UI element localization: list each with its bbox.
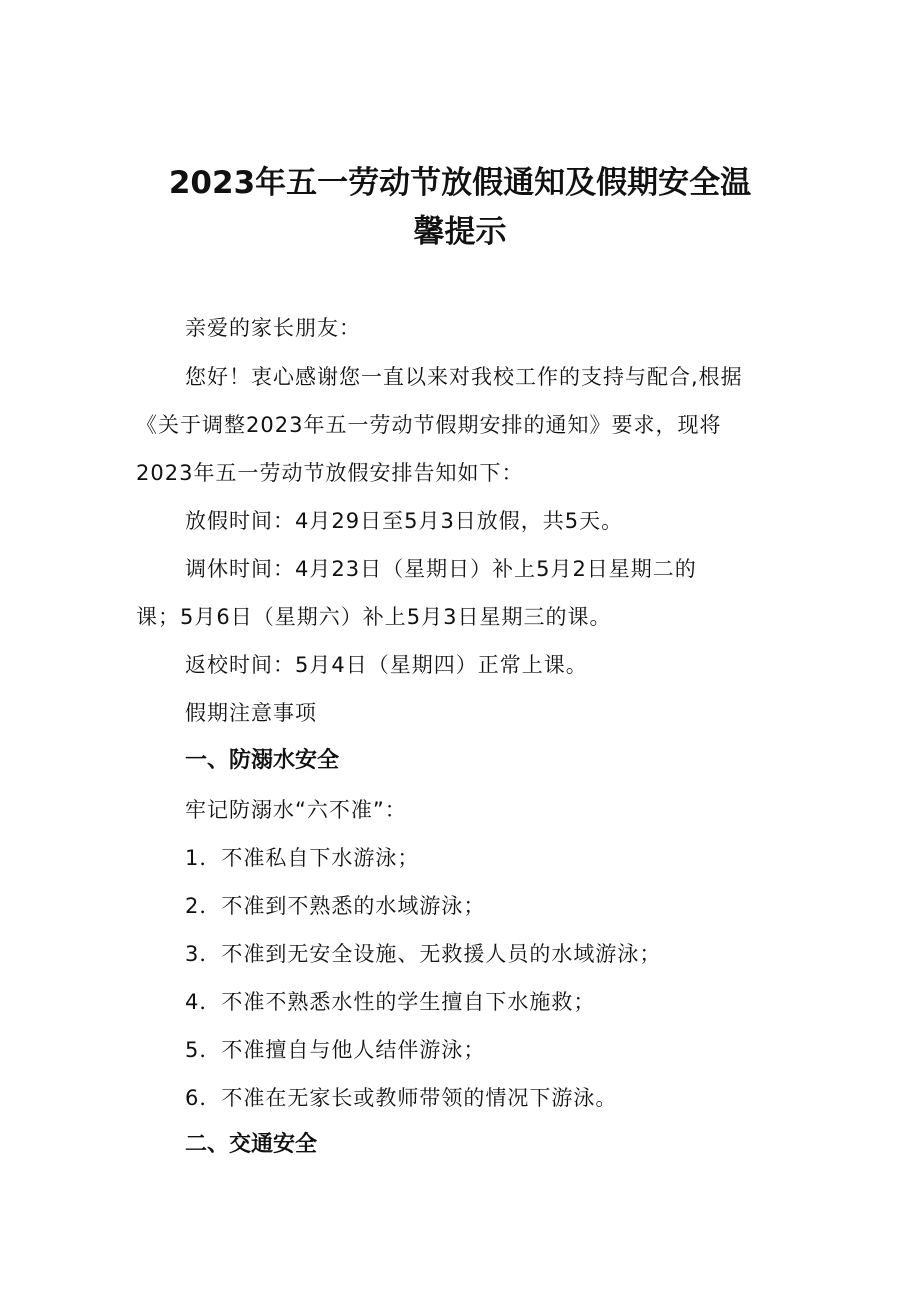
makeup-time-line-2: 课；5月6日（星期六）补上5月3日星期三的课。 <box>136 605 612 629</box>
makeup-time-line-1: 调休时间：4月23日（星期日）补上5月2日星期二的 <box>185 557 697 581</box>
intro-paragraph-line-1: 您好！衷心感谢您一直以来对我校工作的支持与配合,根据 <box>185 365 743 389</box>
list-item: 2．不准到不熟悉的水域游泳； <box>185 894 486 918</box>
holiday-time: 放假时间：4月29日至5月3日放假，共5天。 <box>185 509 624 533</box>
intro-paragraph-line-3: 2023年五一劳动节放假安排告知如下： <box>136 461 524 485</box>
list-item: 6．不准在无家长或教师带领的情况下游泳。 <box>185 1086 618 1110</box>
section-1-heading: 一、防溺水安全 <box>185 748 340 773</box>
list-item: 1．不准私自下水游泳； <box>185 846 420 870</box>
document-title-line-1: 2023年五一劳动节放假通知及假期安全温 <box>168 165 752 201</box>
list-item: 5．不准擅自与他人结伴游泳； <box>185 1038 486 1062</box>
list-item: 3．不准到无安全设施、无救援人员的水域游泳； <box>185 942 662 966</box>
section-2-heading: 二、交通安全 <box>185 1132 318 1157</box>
return-time: 返校时间：5月4日（星期四）正常上课。 <box>185 653 588 677</box>
intro-paragraph-line-2: 《关于调整2023年五一劳动节假期安排的通知》要求，现将 <box>136 413 722 437</box>
notes-heading: 假期注意事项 <box>185 701 317 725</box>
list-item: 4．不准不熟悉水性的学生擅自下水施救； <box>185 990 596 1014</box>
greeting: 亲爱的家长朋友： <box>185 316 361 340</box>
section-1-lead: 牢记防溺水“六不准”： <box>185 798 407 822</box>
document-title-line-2: 馨提示 <box>413 214 507 250</box>
